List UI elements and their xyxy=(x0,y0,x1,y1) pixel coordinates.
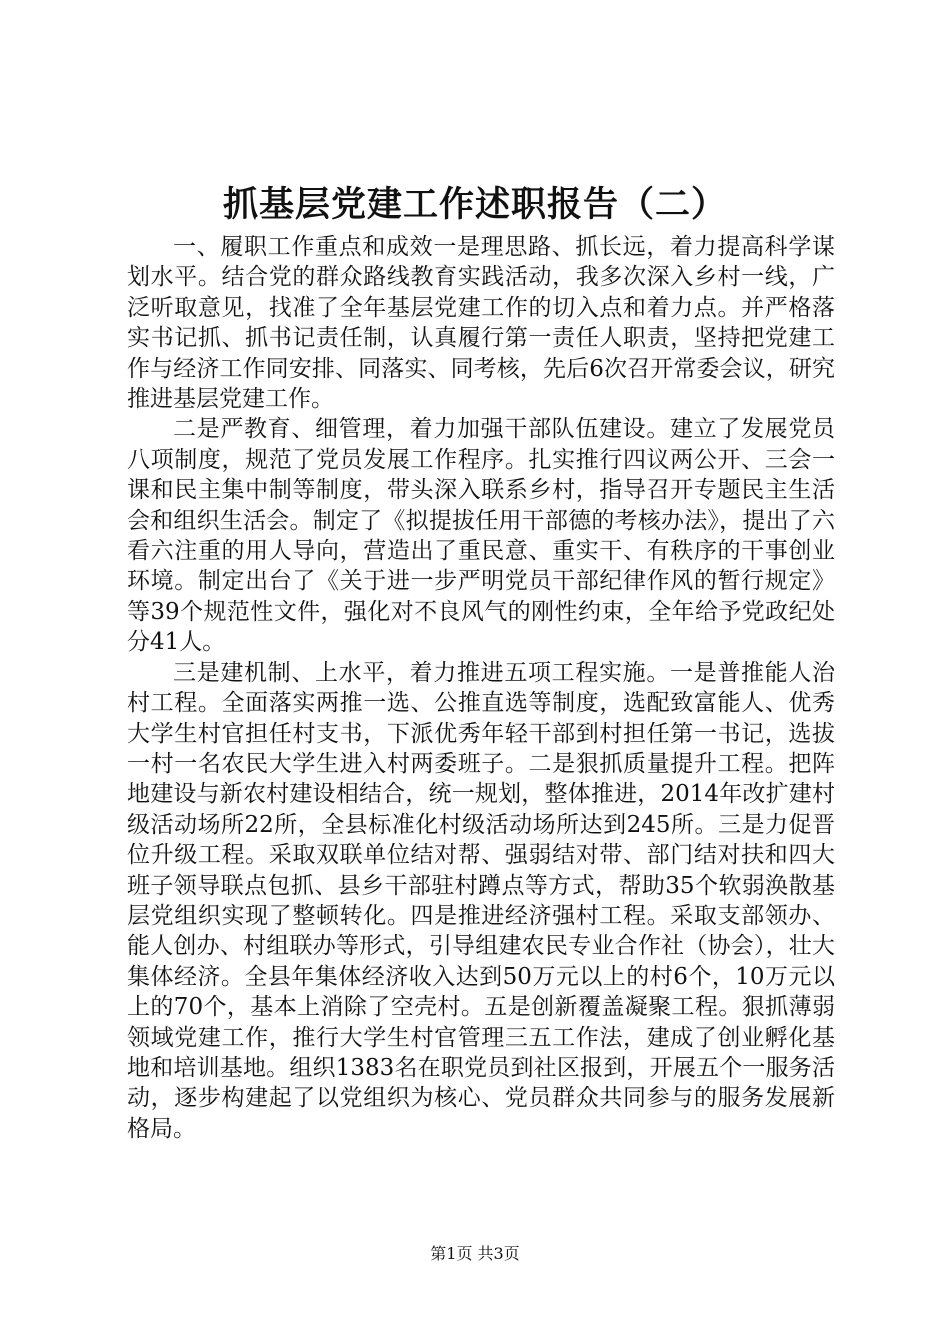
document-title: 抓基层党建工作述职报告（二） xyxy=(222,184,727,225)
paragraph-2: 二是严教育、细管理，着力加强干部队伍建设。建立了发展党员八项制度，规范了党员发展工作程序。扎实推行四议两公开、三会一课和民主集中制等制度，带头深入联系乡村，指导召开专题民主生活会和组织生活会。制定了《拟提拔任用干部德的考核办法》，提出了六看六注重的用人导向，营造出了重民意、重实干、有秩序的干事创业环境。制定出台了《关于进一步严明党员干部纪律作风的暂行规定》等39个规范性文件，强化对不良风气的刚性约束，全年给予党政纪处分41人。 xyxy=(127,416,835,656)
paragraph-1: 一、履职工作重点和成效一是理思路、抓长远，着力提高科学谋划水平。结合党的群众路线教育实践活动，我多次深入乡村一线，广泛听取意见，找准了全年基层党建工作的切入点和着力点。并严格落实书记抓、抓书记责任制，认真履行第一责任人职责，坚持把党建工作与经济工作同安排、同落实、同考核，先后6次召开常委会议，研究推进基层党建工作。 xyxy=(127,234,835,413)
page-number-footer: 第1页 共3页 xyxy=(430,1244,520,1263)
document-body xyxy=(127,232,835,1144)
paragraph-3: 三是建机制、上水平，着力推进五项工程实施。一是普推能人治村工程。全面落实两推一选、公推直选等制度，选配致富能人、优秀大学生村官担任村支书，下派优秀年轻干部到村担任第一书记，选拔一村一名农民大学生进入村两委班子。二是狠抓质量提升工程。把阵地建设与新农村建设相结合，统一规划，整体推进，2014年改扩建村级活动场所22所，全县标准化村级活动场所达到245所。三是力促晋位升级工程。采取双联单位结对帮、强弱结对带、部门结对扶和四大班子领导联点包抓、县乡干部驻村蹲点等方式，帮助35个软弱涣散基层党组织实现了整顿转化。四是推进经济强村工程。采取支部领办、能人创办、村组联办等形式，引导组建农民专业合作社（协会），壮大集体经济。全县年集体经济收入达到50万元以上的村6个，10万元以上的70个，基本上消除了空壳村。五是创新覆盖凝聚工程。狠抓薄弱领域党建工作，推行大学生村官管理三五工作法，建成了创业孵化基地和培训基地。组织1383名在职党员到社区报到，开展五个一服务活动，逐步构建起了以党组织为核心、党员群众共同参与的服务发展新格局。 xyxy=(127,659,835,1142)
